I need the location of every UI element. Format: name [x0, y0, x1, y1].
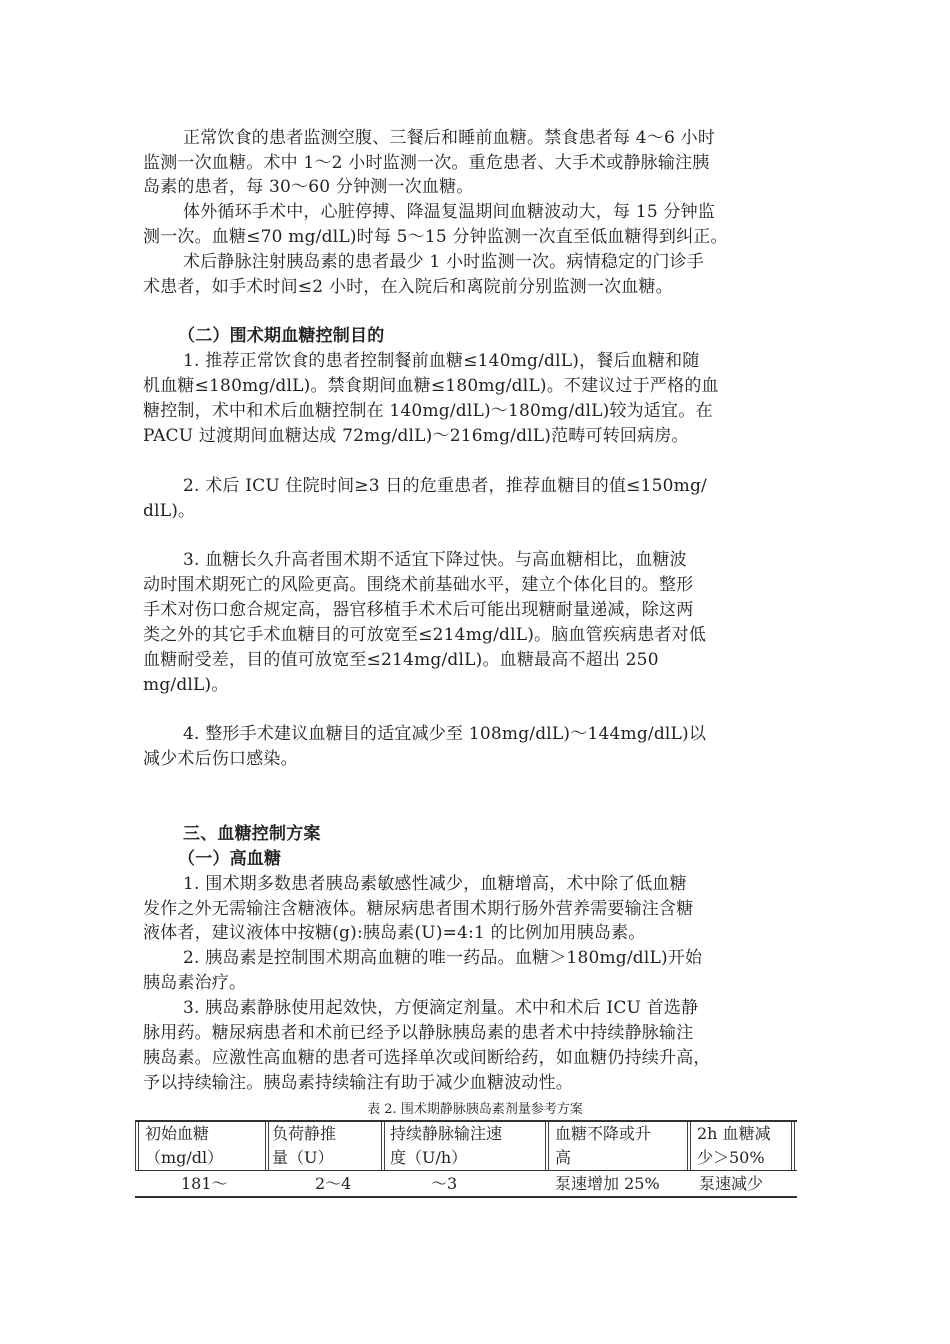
paragraph-line: mg/dlL)。 [143, 675, 229, 695]
paragraph-line: 4. 整形手术建议血糖目的适宜减少至 108mg/dlL)～144mg/dlL)以 [183, 724, 707, 744]
table-header-cell: 少＞50% [697, 1148, 765, 1167]
table-header-cell: （mg/dl） [145, 1148, 224, 1167]
paragraph-line: 手术对伤口愈合规定高，器官移植手术术后可能出现糖耐量递减，除这两 [143, 600, 694, 620]
paragraph-line: 测一次。血糖≤70 mg/dlL)时每 5～15 分钟监测一次直至低血糖得到纠正。 [143, 227, 728, 247]
table-column-divider [381, 1122, 385, 1170]
table-cell: ～3 [431, 1174, 458, 1193]
paragraph-line: 监测一次血糖。术中 1～2 小时监测一次。重危患者、大手术或静脉输注胰 [143, 153, 710, 173]
table-column-divider [791, 1122, 795, 1170]
paragraph-line: 3. 血糖长久升高者围术期不适宜下降过快。与高血糖相比，血糖波 [183, 550, 687, 570]
table-header-cell: 负荷静推 [272, 1124, 337, 1143]
paragraph-line: 胰岛素。应激性高血糖的患者可选择单次或间断给药，如血糖仍持续升高， [143, 1048, 711, 1068]
paragraph-line: PACU 过渡期间血糖达成 72mg/dlL)～216mg/dlL)范畴可转回病房。 [143, 426, 689, 446]
paragraph-line: 胰岛素治疗。 [143, 973, 247, 993]
paragraph-line: 脉用药。糖尿病患者和术前已经予以静脉胰岛素的患者术中持续静脉输注 [143, 1023, 694, 1043]
paragraph-line: 予以持续输注。胰岛素持续输注有助于减少血糖波动性。 [143, 1073, 573, 1093]
table-column-divider [135, 1122, 139, 1170]
table-header-cell: 2h 血糖减 [697, 1124, 771, 1143]
table-header-cell: 度（U/h） [390, 1148, 468, 1167]
paragraph-line: 体外循环手术中，心脏停搏、降温复温期间血糖波动大，每 15 分钟监 [183, 202, 716, 222]
table-bottom-border [135, 1196, 797, 1198]
table-column-divider [545, 1122, 549, 1170]
paragraph-line: 糖控制，术中和术后血糖控制在 140mg/dlL)～180mg/dlL)较为适宜。在 [143, 401, 713, 421]
paragraph-line: 正常饮食的患者监测空腹、三餐后和睡前血糖。禁食患者每 4～6 小时 [183, 128, 716, 148]
paragraph-line: 液体者，建议液体中按糖(g):胰岛素(U)=4:1 的比例加用胰岛素。 [143, 923, 646, 943]
paragraph-line: 发作之外无需输注含糖液体。糖尿病患者围术期行肠外营养需要输注含糖 [143, 899, 694, 919]
table-header-border [135, 1170, 797, 1171]
paragraph-line: 血糖耐受差，目的值可放宽至≤214mg/dlL)。血糖最高不超出 250 [143, 650, 659, 670]
table-caption: 表 2. 围术期静脉胰岛素剂量参考方案 [367, 1102, 583, 1117]
paragraph-line: 3. 胰岛素静脉使用起效快，方便滴定剂量。术中和术后 ICU 首选静 [183, 998, 699, 1018]
table-cell: 181～ [181, 1174, 228, 1193]
table-header-cell: 持续静脉输注速 [390, 1124, 503, 1143]
subsection-heading: （一）高血糖 [178, 849, 282, 869]
table-column-divider [265, 1122, 269, 1170]
table-header-cell: 高 [555, 1148, 572, 1167]
section-heading: （二）围术期血糖控制目的 [178, 326, 385, 346]
table-column-divider [687, 1122, 691, 1170]
paragraph-line: 术后静脉注射胰岛素的患者最少 1 小时监测一次。病情稳定的门诊手 [183, 252, 705, 272]
section-heading: 三、血糖控制方案 [183, 824, 321, 844]
paragraph-line: 机血糖≤180mg/dlL)。禁食期间血糖≤180mg/dlL)。不建议过于严格的血 [143, 376, 719, 396]
paragraph-line: 1. 推荐正常饮食的患者控制餐前血糖≤140mg/dlL)，餐后血糖和随 [183, 351, 700, 371]
paragraph-line: 减少术后伤口感染。 [143, 749, 298, 769]
paragraph-line: 2. 术后 ICU 住院时间≥3 日的危重患者，推荐血糖目的值≤150mg/ [183, 476, 707, 496]
paragraph-line: 岛素的患者，每 30～60 分钟测一次血糖。 [143, 177, 474, 197]
table-cell: 2～4 [315, 1174, 352, 1193]
table-header-cell: 量（U） [272, 1148, 334, 1167]
paragraph-line: 术患者，如手术时间≤2 小时，在入院后和离院前分别监测一次血糖。 [143, 277, 673, 297]
paragraph-line: dlL)。 [143, 501, 196, 521]
paragraph-line: 2. 胰岛素是控制围术期高血糖的唯一药品。血糖＞180mg/dlL)开始 [183, 948, 703, 968]
table-cell: 泵速减少 [699, 1174, 764, 1193]
table-header-cell: 初始血糖 [145, 1124, 210, 1143]
table-header-cell: 血糖不降或升 [555, 1124, 652, 1143]
paragraph-line: 动时围术期死亡的风险更高。围绕术前基础水平，建立个体化目的。整形 [143, 575, 694, 595]
table-cell: 泵速增加 25% [555, 1174, 660, 1193]
paragraph-line: 类之外的其它手术血糖目的可放宽至≤214mg/dlL)。脑血管疾病患者对低 [143, 625, 707, 645]
paragraph-line: 1. 围术期多数患者胰岛素敏感性减少，血糖增高，术中除了低血糖 [183, 874, 687, 894]
